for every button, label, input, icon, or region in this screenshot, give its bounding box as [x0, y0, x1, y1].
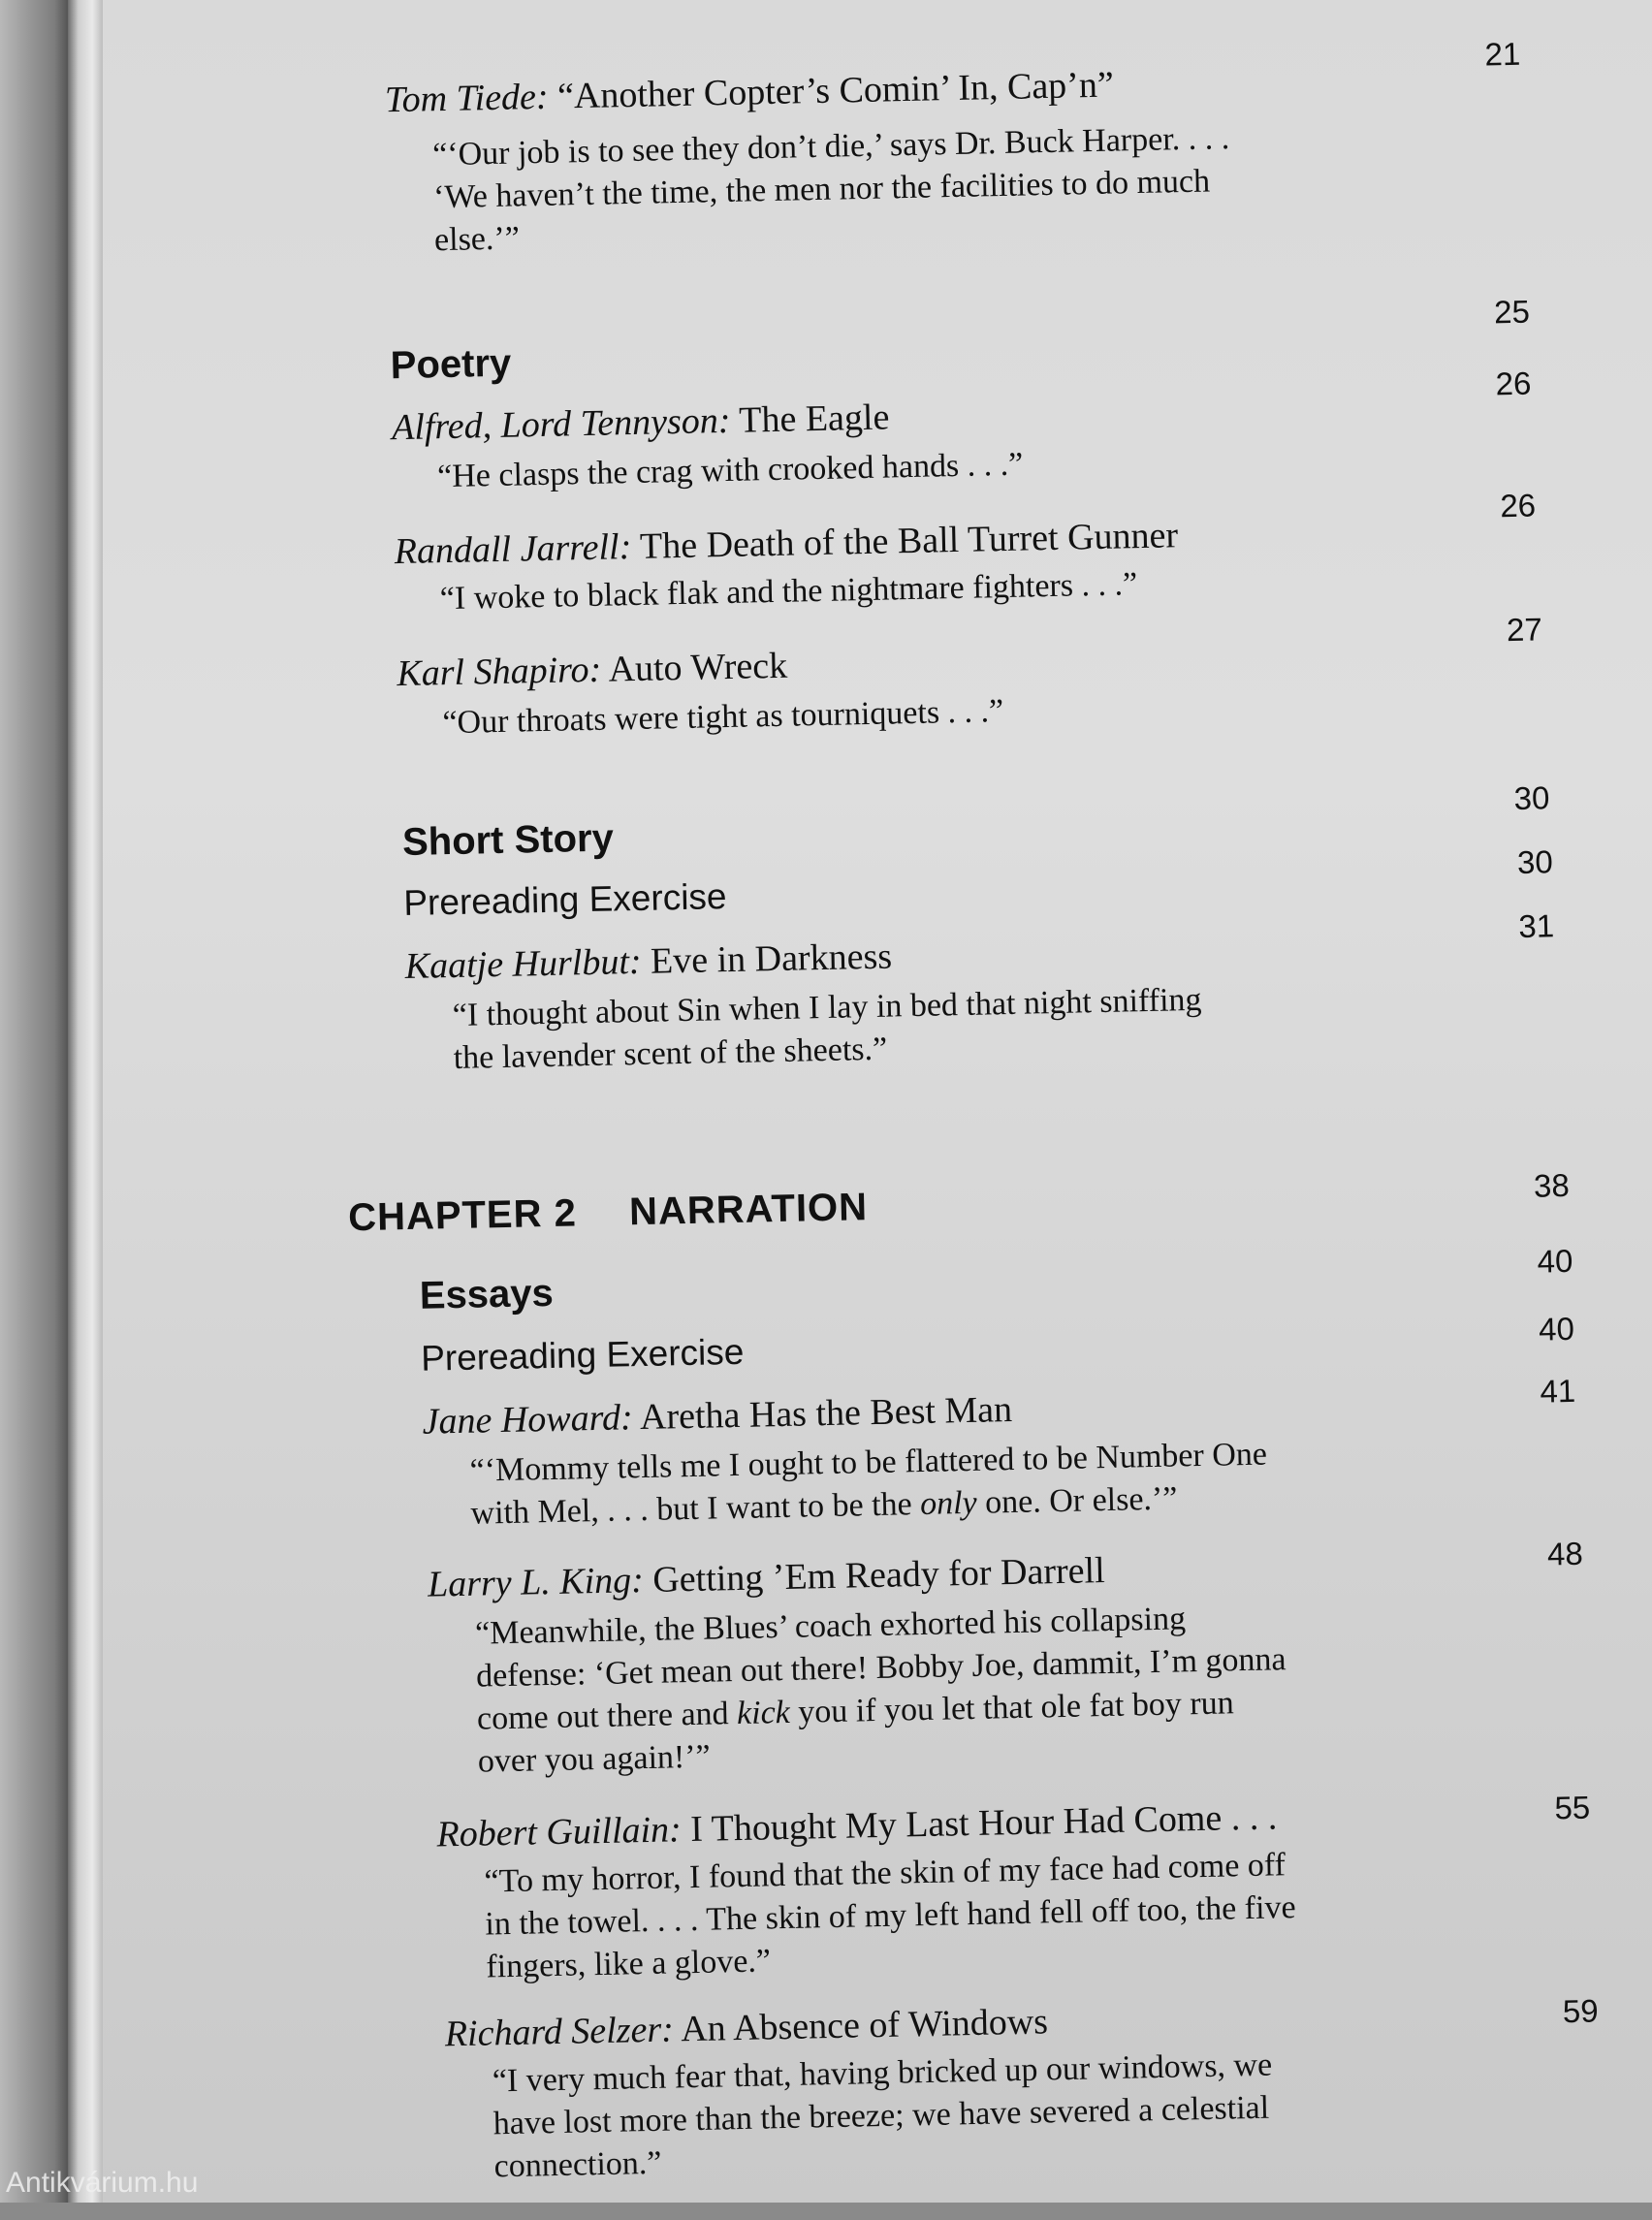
quote-text: come out there and [476, 1696, 738, 1737]
entry-title: Eve in Darkness [650, 936, 893, 982]
chapter-label: CHAPTER 2 [347, 1191, 578, 1240]
quote-emphasis: kick [736, 1694, 791, 1732]
quote-line: else.’” [433, 220, 521, 259]
toc-entry-tiede [385, 64, 1115, 122]
section-heading-essays: Essays [419, 1271, 555, 1317]
toc-entry-selzer [444, 2000, 1048, 2055]
quote-line: over you again!’” [477, 1738, 712, 1780]
entry-title: “Another Copter’s Comin’ In, Cap’n” [556, 64, 1115, 117]
toc-entry-hurlbut [404, 936, 892, 989]
section-heading-poetry: Poetry [390, 341, 512, 388]
chapter-heading [348, 1186, 869, 1240]
page-number: 41 [1540, 1372, 1576, 1410]
entry-title: Auto Wreck [608, 645, 788, 690]
entry-title: The Eagle [738, 396, 890, 441]
entry-title: An Absence of Windows [680, 2001, 1049, 2050]
quote-text: one. Or else.’” [976, 1480, 1178, 1521]
entry-quote [475, 1596, 1288, 1783]
quote-line: “Our throats were tight as tourniquets . . .” [442, 693, 1004, 742]
page-number: 21 [1484, 35, 1521, 73]
quote-line: connection.” [493, 2144, 662, 2185]
page-number: 59 [1562, 1992, 1599, 2030]
entry-quote [442, 690, 1004, 745]
entry-author: Karl Shapiro: [396, 649, 602, 695]
entry-title: Getting ’Em Ready for Darrell [651, 1550, 1106, 1601]
quote-text: with Mel, . . . but I want to be the [470, 1486, 921, 1532]
quote-line: the lavender scent of the sheets.” [453, 1031, 888, 1076]
entry-quote [437, 444, 1024, 499]
entry-quote [432, 117, 1232, 262]
page-number: 27 [1506, 611, 1543, 649]
quote-line: “I thought about Sin when I lay in bed that night sniffing [452, 981, 1202, 1034]
entry-title: The Death of the Ball Turret Gunner [639, 515, 1179, 567]
entry-title: Aretha Has the Best Man [639, 1389, 1013, 1439]
quote-line: “‘Mommy tells me I ought to be flattered to be Number One [469, 1436, 1268, 1489]
page-number: 38 [1533, 1166, 1571, 1204]
quote-emphasis: only [919, 1484, 978, 1523]
page-number: 48 [1546, 1535, 1584, 1572]
page-number: 31 [1518, 907, 1555, 944]
page-number: 40 [1537, 1242, 1573, 1280]
entry-title: I Thought My Last Hour Had Come . . . [689, 1796, 1278, 1851]
entry-quote [492, 2045, 1274, 2189]
toc-entry-howard [422, 1388, 1012, 1443]
prereading-exercise: Prereading Exercise [420, 1331, 745, 1379]
entry-author: Alfred, Lord Tennyson: [391, 399, 731, 449]
quote-line: “To my horror, I found that the skin of my face had come off [484, 1847, 1287, 1900]
page-number: 26 [1495, 365, 1532, 402]
toc-entry-shapiro [397, 645, 788, 695]
entry-author: Richard Selzer: [444, 2009, 675, 2055]
quote-line: in the towel. . . . The skin of my left hand fell off too, the five [485, 1889, 1296, 1943]
quote-line: “Meanwhile, the Blues’ coach exhorted his collapsing [474, 1601, 1187, 1652]
quote-line: “‘Our job is to see they don’t die,’ says Dr. Buck Harper. . . . [431, 120, 1230, 174]
quote-line: “I very much fear that, having bricked up our windows, we [492, 2046, 1273, 2100]
quote-line: “He clasps the crag with crooked hands . . .” [436, 446, 1024, 495]
quote-text: you if you let that ole fat boy run [789, 1685, 1235, 1730]
quote-line: ‘We haven’t the time, the men nor the facilities to do much [432, 163, 1211, 216]
quote-line: defense: ‘Get mean out there! Bobby Joe, dammit, I’m gonna [475, 1641, 1287, 1695]
page-number: 30 [1516, 843, 1554, 880]
entry-quote [469, 1434, 1268, 1536]
section-heading-short-story: Short Story [401, 816, 615, 865]
entry-author: Robert Guillain: [436, 1809, 683, 1855]
watermark: Antikvárium.hu [6, 2167, 199, 2199]
quote-line: fingers, like a glove.” [485, 1943, 772, 1985]
chapter-name: NARRATION [628, 1186, 869, 1234]
page-number: 26 [1499, 487, 1537, 524]
entry-quote [452, 979, 1202, 1080]
page-number: 40 [1538, 1310, 1575, 1348]
toc-entry-king [428, 1549, 1105, 1606]
prereading-exercise: Prereading Exercise [402, 876, 727, 924]
entry-quote [439, 563, 1137, 620]
entry-author: Larry L. King: [427, 1560, 645, 1605]
quote-line: have lost more than the breeze; we have severed a celestial [492, 2089, 1270, 2142]
entry-author: Kaatje Hurlbut: [404, 940, 642, 988]
page-number: 25 [1493, 293, 1531, 331]
page-number: 30 [1513, 779, 1550, 817]
quote-line: “I woke to black flak and the nightmare fighters . . .” [439, 566, 1138, 618]
entry-author: Tom Tiede: [384, 76, 550, 121]
entry-quote [484, 1844, 1297, 1988]
entry-author: Randall Jarrell: [394, 526, 632, 573]
toc-entry-tennyson [392, 396, 890, 449]
page-number: 55 [1554, 1789, 1591, 1826]
entry-author: Jane Howard: [422, 1397, 634, 1443]
